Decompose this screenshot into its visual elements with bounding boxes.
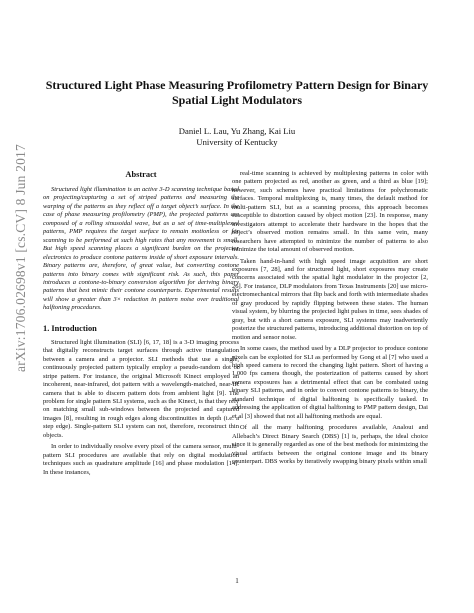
paragraph: Of all the many halftoning procedures available, Analoui and Allebach’s Direct Binary Search (DBS) [1] is, perhaps, the ideal choice since it is generally regarded as one of the best methods for minimizing the visual artifacts between the original contone image and its binary counterpart. DBS works by iteratively swapping binary pixels within small [232, 424, 428, 465]
author-block [40, 126, 434, 148]
author-names: Daniel L. Lau, Yu Zhang, Kai Liu [178, 126, 296, 136]
page-number: 1 [235, 577, 239, 585]
arxiv-id: arXiv:1706.02698v1 [cs.CV] 8 Jun 2017 [13, 144, 28, 372]
paragraph: real-time scanning is achieved by multiplexing patterns in color with one pattern projected as red, another as green, and a third as blue [19]; however, such schemes have practical limitations for polychromatic surfaces. Temporal multiplexing is, many times, the default method for multi-pattern SLI, but as a scanning process, this approach becomes susceptible to distortion caused by object motion [23]. In response, many investigators attempt to accelerate their hardware in the hopes that the object’s observed motion remains small. In this same vein, many researchers have attempted to minimize the number of patterns to also minimize the total amount of observed motion. [232, 170, 428, 254]
paragraph: Structured light illumination (SLI) [6, 17, 18] is a 3-D imaging process that digitally reconstructs target surfaces through active triangulation between a camera and a projector. SLI methods that use a single, continuously projected pattern typically employ a pseudo-random dot or stripe pattern. For instance, the original Microsoft Kinect employed an incoherent, near-infrared, dot pattern with a wavelength-matched, near-IR camera that is able to discern pattern dots from ambient light [9]. The problem for single pattern SLI systems, such as the Kinect, is that they rely on matching small sub-windows between the projected and captured images [8], resulting in rough edges along discontinuities in depth (i.e. a step edge). Single-pattern SLI system can not, therefore, reconstruct thin objects. [43, 338, 239, 439]
arxiv-watermark [10, 108, 32, 408]
paragraph: In some cases, the method used by a DLP projector to produce contone pixels can be exploited for SLI as performed by Gong et al [7] who used a high speed camera to record the changing light pattern. Short of having a 1,000 fps camera though, the posterization of patterns caused by short camera exposures has a detrimental effect that can be combated using binary SLI patterns, and in order to convert contone patterns to binary, the standard technique of digital halftoning is specifically tasked. In addressing the application of digital halftoning to PMP pattern design, Dai et al [3] showed that not all halftoning methods are equal. [232, 345, 428, 420]
abstract-text: Structured light illumination is an active 3-D scanning technique based on projecting/capturing a set of striped patterns and measuring the warping of the patterns as they reflect off a target object’s surface. In the case of phase measuring profilometry (PMP), the projected patterns are composed of a rolling sinusoidal wave, but as a set of time-multiplexed patterns, PMP requires the target surface to remain motionless or for scanning to be performed at such high rates that any movement is small. But high speed scanning places a significant burden on the projector electronics to produce contone patterns inside of short exposure intervals. Binary patterns are, therefore, of great value, but converting contone patterns into binary comes with significant risk. As such, this paper introduces a contone-to-binary conversion algorithm for deriving binary patterns that best mimic their contone counterparts. Experimental results will show a greater than 3× reduction in pattern noise over traditional halftoning procedures. [43, 186, 239, 312]
left-column [43, 170, 239, 477]
abstract-heading: Abstract [125, 170, 157, 179]
paragraph: In order to individually resolve every pixel of the camera sensor, multi-pattern SLI procedures are available that rely on digital modulation techniques such as quadrature amplitude [16] and phase modulation [14]. In these instances, [43, 443, 239, 476]
paragraph: Taken hand-in-hand with high speed image acquisition are short exposures [7, 28], and for structured light, short exposures may create concerns associated with the spatial light modulator in the projector [2, 26]. For instance, DLP modulators from Texas Instruments [20] use micro-electromechanical mirrors that flip back and forth with intermediate shades of gray produced by rapidly flipping between these states. The human visual system, by blurring the projected light pulses in time, sees shades of gray, but with a short camera exposure, SLI systems may inadvertently posterize the structured patterns, introducing additional distortion on top of motion and sensor noise. [232, 257, 428, 341]
right-column [232, 170, 428, 466]
paper-title: Structured Light Phase Measuring Profilometry Pattern Design for Binary Spatial Light Modulators [45, 78, 429, 107]
affiliation: University of Kentucky [196, 137, 278, 147]
intro-heading: 1. Introduction [43, 323, 97, 333]
